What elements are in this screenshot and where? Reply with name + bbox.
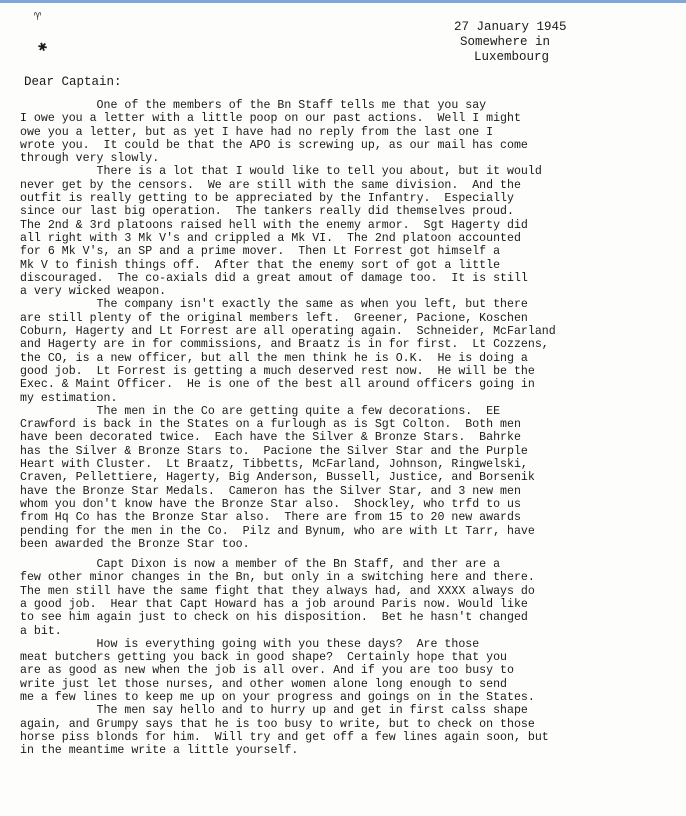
text-line: meat butchers getting you back in good shape? Certainly hope that you bbox=[20, 651, 508, 665]
text-line: been awarded the Bronze Star too. bbox=[20, 537, 250, 551]
letter-paragraph bbox=[20, 298, 680, 404]
letter-location-line2: Luxembourg bbox=[474, 50, 550, 64]
text-line: for 6 Mk V's, an SP and a prime mover. Then Lt Forrest got himself a bbox=[20, 245, 501, 259]
text-line: horse piss blonds for him. Will try and get off a few lines again soon, but bbox=[20, 730, 549, 744]
paragraph-gap bbox=[20, 551, 680, 558]
text-line: There is a lot that I would like to tell you about, but it would bbox=[20, 165, 542, 179]
text-line: good job. Lt Forrest is getting a much deserved rest now. He will be the bbox=[20, 364, 535, 378]
text-line: never get by the censors. We are still with the same division. And the bbox=[20, 178, 521, 192]
text-line: outfit is really getting to be appreciated by the Infantry. Especially bbox=[20, 192, 514, 206]
salutation: Dear Captain: bbox=[24, 75, 122, 89]
text-line: a very wicked weapon. bbox=[20, 285, 167, 299]
letter-date: 27 January 1945 bbox=[454, 20, 567, 34]
letter-paragraph bbox=[20, 99, 680, 165]
text-line: Exec. & Maint Officer. He is one of the best all around officers going in bbox=[20, 378, 535, 392]
text-line: wrote you. It could be that the APO is screwing up, as our mail has come bbox=[20, 138, 528, 152]
text-line: write just let those nurses, and other women alone long enough to send bbox=[20, 677, 508, 691]
text-line: has the Silver & Bronze Stars to. Pacione the Silver Star and the Purple bbox=[20, 444, 528, 458]
text-line: Crawford is back in the States on a furlough as is Sgt Colton. Both men bbox=[20, 418, 521, 432]
letter-header bbox=[452, 20, 652, 65]
text-line: are as good as new when the job is all over. And if you are too busy to bbox=[20, 664, 514, 678]
text-line: the CO, is a new officer, but all the men think he is O.K. He is doing a bbox=[20, 351, 528, 365]
letter-paragraph bbox=[20, 558, 680, 638]
text-line: to see him again just to check on his disposition. Bet he hasn't changed bbox=[20, 611, 528, 625]
text-line: have been decorated twice. Each have the Silver & Bronze Stars. Bahrke bbox=[20, 431, 521, 445]
text-line: again, and Grumpy says that he is too busy to write, but to check on those bbox=[20, 717, 535, 731]
letter-location-line1: Somewhere in bbox=[460, 35, 551, 49]
text-line: Mk V to finish things off. After that the enemy sort of got a little bbox=[20, 258, 501, 272]
ink-blot: ✱ bbox=[35, 37, 51, 57]
letter-paragraph bbox=[20, 405, 680, 551]
text-line: discouraged. The co-axials did a great amout of damage too. It is still bbox=[20, 271, 528, 285]
text-line: and Hagerty are in for commissions, and Braatz is in for first. Lt Cozzens, bbox=[20, 338, 549, 352]
text-line: The men say hello and to hurry up and get in first calss shape bbox=[20, 704, 528, 718]
text-line: since our last big operation. The tankers really did themselves proud. bbox=[20, 205, 514, 219]
text-line: I owe you a letter with a little poop on our past actions. Well I might bbox=[20, 112, 521, 126]
text-line: me a few lines to keep me up on your progress and goings on in the States. bbox=[20, 691, 535, 705]
text-line: The men still have the same fight that they always had, and XXXX always do bbox=[20, 584, 535, 598]
text-line: pending for the men in the Co. Pilz and Bynum, who are with Lt Tarr, have bbox=[20, 524, 535, 538]
text-line: have the Bronze Star Medals. Cameron has the Silver Star, and 3 new men bbox=[20, 484, 521, 498]
text-line: whom you don't know have the Bronze Star also. Shockley, who trfd to us bbox=[20, 497, 521, 511]
text-line: The 2nd & 3rd platoons raised hell with the enemy armor. Sgt Hagerty did bbox=[20, 218, 528, 232]
letter-paragraph bbox=[20, 165, 680, 298]
text-line: my estimation. bbox=[20, 391, 118, 405]
text-line: all right with 3 Mk V's and crippled a Mk VI. The 2nd platoon accounted bbox=[20, 231, 521, 245]
text-line: a bit. bbox=[20, 624, 62, 638]
text-line: The company isn't exactly the same as when you left, but there bbox=[20, 298, 528, 312]
text-line: One of the members of the Bn Staff tells me that you say bbox=[20, 99, 487, 112]
letter-page bbox=[0, 3, 686, 816]
text-line: are still plenty of the original members left. Greener, Pacione, Koschen bbox=[20, 311, 528, 325]
letter-body bbox=[20, 99, 680, 758]
text-line: The men in the Co are getting quite a few decorations. EE bbox=[20, 404, 501, 418]
text-line: few other minor changes in the Bn, but only in a switching here and there. bbox=[20, 571, 535, 585]
text-line: Capt Dixon is now a member of the Bn Staff, and ther are a bbox=[20, 558, 501, 572]
letter-paragraph bbox=[20, 638, 680, 704]
text-line: How is everything going with you these days? Are those bbox=[20, 637, 480, 651]
text-line: owe you a letter, but as yet I have had no reply from the last one I bbox=[20, 125, 494, 139]
text-line: a good job. Hear that Capt Howard has a job around Paris now. Would like bbox=[20, 597, 528, 611]
text-line: Coburn, Hagerty and Lt Forrest are all operating again. Schneider, McFarland bbox=[20, 325, 556, 339]
text-line: in the meantime write a little yourself. bbox=[20, 744, 299, 758]
ink-mark: ♈ bbox=[34, 10, 42, 24]
text-line: Craven, Pellettiere, Hagerty, Big Anderson, Bussell, Justice, and Borsenik bbox=[20, 471, 535, 485]
text-line: Heart with Cluster. Lt Braatz, Tibbetts, McFarland, Johnson, Ringwelski, bbox=[20, 458, 528, 472]
letter-paragraph bbox=[20, 704, 680, 757]
text-line: through very slowly. bbox=[20, 152, 160, 166]
text-line: from Hq Co has the Bronze Star also. There are from 15 to 20 new awards bbox=[20, 511, 521, 525]
